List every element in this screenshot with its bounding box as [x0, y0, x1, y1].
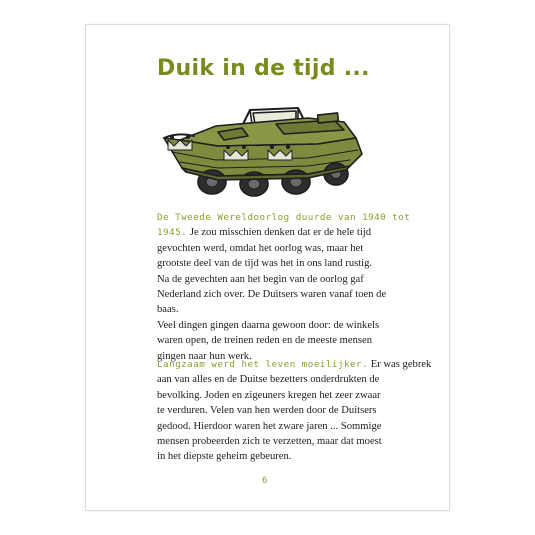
body-text: grootste deel van de tijd was het in ons land rustig. — [157, 258, 373, 270]
body-text: bevolking. Joden en zigeuners kregen het zeer zwaar — [157, 389, 381, 401]
paragraph-occupation — [157, 357, 431, 465]
body-text: aan van alles en de Duitse bezetters onderdrukten de — [157, 374, 380, 386]
body-text: Veel dingen gingen daarna gewoon door: de winkels — [157, 319, 380, 331]
text-line — [157, 272, 410, 287]
page-title: Duik in de tijd ... — [157, 56, 370, 81]
page-number: 6 — [262, 476, 268, 486]
text-line — [157, 449, 431, 464]
highlight-text: Langzaam werd het leven moeilijker. — [157, 359, 369, 370]
text-line — [157, 419, 431, 434]
body-text: baas. — [157, 304, 179, 316]
body-text: in het diepste geheim gebeuren. — [157, 451, 292, 463]
body-text: Er was gebrek — [368, 359, 432, 370]
text-line — [157, 388, 431, 403]
highlight-text: 1945. — [157, 227, 188, 239]
text-line — [157, 434, 431, 449]
body-text: waren open, de treinen reden en de meeste mensen — [157, 335, 373, 347]
body-text: gingen naar hun werk. — [157, 350, 252, 362]
text-line — [157, 241, 410, 256]
body-text: Nederland zich over. De Duitsers waren vanaf toen de — [157, 289, 387, 301]
text-line — [157, 372, 431, 387]
body-text: te verduren. Velen van hen werden door de Duitsers — [157, 405, 377, 417]
text-line — [157, 256, 410, 271]
body-text: Na de gevechten aan het begin van de oorlog gaf — [157, 273, 364, 285]
text-line — [157, 403, 431, 418]
paragraph-war-years — [157, 210, 410, 364]
body-text: gevochten werd, omdat het oorlog was, maar het — [157, 242, 364, 254]
text-line — [157, 210, 410, 225]
text-line — [157, 333, 410, 348]
text-line — [157, 225, 410, 240]
amphibious-vehicle-icon — [158, 104, 365, 198]
highlight-text: De Tweede Wereldoorlog duurde van 1940 tot — [157, 212, 411, 223]
body-text: Je zou misschien denken dat er de hele tijd — [187, 227, 372, 239]
body-text: mensen probeerden zich te verzetten, maar dat moest — [157, 436, 382, 448]
text-line — [157, 357, 431, 372]
body-text: gedood. Hierdoor waren het zware jaren ... Sommige — [157, 420, 382, 432]
text-line — [157, 318, 410, 333]
text-line — [157, 302, 410, 317]
text-line — [157, 287, 410, 302]
